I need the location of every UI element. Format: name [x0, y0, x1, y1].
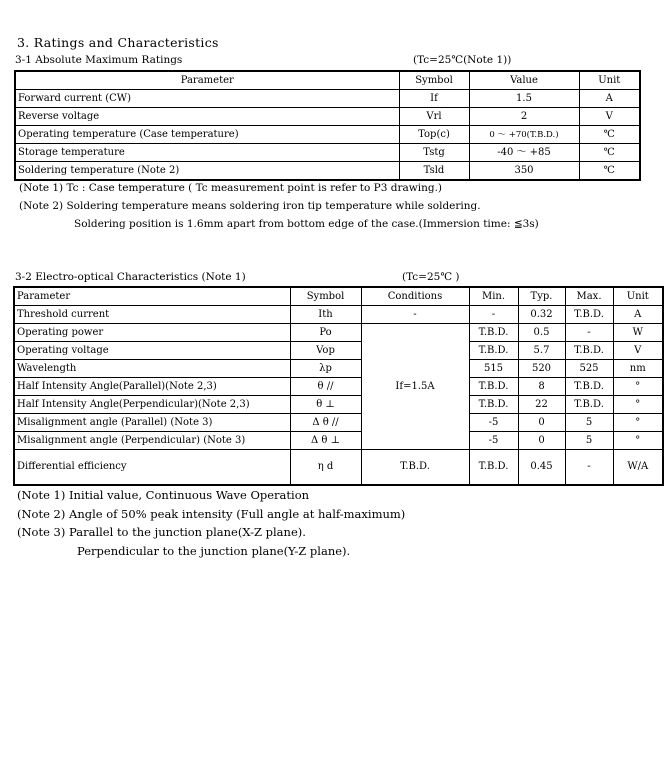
table-row — [14, 360, 663, 378]
min-cell: T.B.D. — [469, 324, 518, 342]
header-min: Min. — [469, 287, 518, 306]
unit-cell: ° — [613, 396, 663, 414]
param-cell: Threshold current — [14, 306, 290, 324]
header-parameter: Parameter — [14, 287, 290, 306]
unit-cell: A — [579, 90, 640, 108]
table-row — [15, 144, 640, 162]
max-cell: 525 — [565, 360, 613, 378]
abs-notes — [19, 179, 539, 233]
param-cell: Reverse voltage — [15, 108, 399, 126]
abs-note-2: (Note 2) Soldering temperature means soldering iron tip temperature while soldering. — [19, 200, 481, 212]
abs-max-table — [14, 70, 641, 181]
typ-cell: 0.32 — [518, 306, 565, 324]
eo-heading: 3-2 Electro-optical Characteristics (Note 1) — [15, 271, 246, 283]
param-cell: Half Intensity Angle(Parallel)(Note 2,3) — [14, 378, 290, 396]
eo-note-3: (Note 3) Parallel to the junction plane(X-Z plane). — [17, 525, 306, 539]
abs-note-2-cont: Soldering position is 1.6mm apart from bottom edge of the case.(Immersion time: ≦3s) — [74, 218, 539, 230]
header-unit: Unit — [579, 71, 640, 90]
typ-cell: 22 — [518, 396, 565, 414]
max-cell: 5 — [565, 414, 613, 432]
symbol-cell: Ith — [290, 306, 361, 324]
table-row — [14, 378, 663, 396]
value-cell: 350 — [469, 162, 579, 181]
table-row — [14, 450, 663, 486]
param-cell: Wavelength — [14, 360, 290, 378]
param-cell: Operating power — [14, 324, 290, 342]
table-row — [15, 126, 640, 144]
symbol-cell: λp — [290, 360, 361, 378]
symbol-cell: θ // — [290, 378, 361, 396]
table-row — [15, 162, 640, 181]
section-title: 3. Ratings and Characteristics — [17, 35, 219, 50]
unit-cell: V — [613, 342, 663, 360]
typ-cell: 0.45 — [518, 450, 565, 486]
param-cell: Operating voltage — [14, 342, 290, 360]
param-cell: Soldering temperature (Note 2) — [15, 162, 399, 181]
symbol-cell: Po — [290, 324, 361, 342]
param-cell: Half Intensity Angle(Perpendicular)(Note 2,3) — [14, 396, 290, 414]
typ-cell: 5.7 — [518, 342, 565, 360]
value-cell: -40 ～ +85 — [469, 144, 579, 162]
header-symbol: Symbol — [290, 287, 361, 306]
param-cell: Storage temperature — [15, 144, 399, 162]
typ-cell: 0 — [518, 414, 565, 432]
min-cell: T.B.D. — [469, 396, 518, 414]
header-value: Value — [469, 71, 579, 90]
table-header-row — [15, 71, 640, 90]
eo-condition: (Tc=25℃ ) — [402, 271, 460, 283]
unit-cell: W — [613, 324, 663, 342]
min-cell: T.B.D. — [469, 450, 518, 486]
unit-cell: V — [579, 108, 640, 126]
unit-cell: ℃ — [579, 126, 640, 144]
table-row — [14, 414, 663, 432]
typ-cell: 0.5 — [518, 324, 565, 342]
param-cell: Operating temperature (Case temperature) — [15, 126, 399, 144]
min-cell: -5 — [469, 432, 518, 450]
value-cell: 2 — [469, 108, 579, 126]
min-cell: 515 — [469, 360, 518, 378]
conditions-cell: T.B.D. — [361, 450, 469, 486]
header-unit: Unit — [613, 287, 663, 306]
header-conditions: Conditions — [361, 287, 469, 306]
table-row — [15, 90, 640, 108]
param-cell: Misalignment angle (Perpendicular) (Note 3) — [14, 432, 290, 450]
table-row — [14, 306, 663, 324]
max-cell: T.B.D. — [565, 378, 613, 396]
max-cell: T.B.D. — [565, 396, 613, 414]
eo-note-1: (Note 1) Initial value, Continuous Wave Operation — [17, 488, 310, 502]
unit-cell: nm — [613, 360, 663, 378]
eo-note-3-cont: Perpendicular to the junction plane(Y-Z plane). — [77, 543, 351, 558]
symbol-cell: Vop — [290, 342, 361, 360]
symbol-cell: θ ⊥ — [290, 396, 361, 414]
unit-cell: ℃ — [579, 162, 640, 181]
abs-max-heading: 3-1 Absolute Maximum Ratings — [15, 54, 183, 66]
table-row — [14, 324, 663, 342]
header-max: Max. — [565, 287, 613, 306]
table-row — [14, 432, 663, 450]
param-cell: Forward current (CW) — [15, 90, 399, 108]
min-cell: T.B.D. — [469, 378, 518, 396]
symbol-cell: Δ θ // — [290, 414, 361, 432]
symbol-cell: Tstg — [399, 144, 469, 162]
header-parameter: Parameter — [15, 71, 399, 90]
max-cell: 5 — [565, 432, 613, 450]
value-cell: 0 ～ +70(T.B.D.) — [469, 126, 579, 144]
symbol-cell: Vrl — [399, 108, 469, 126]
max-cell: T.B.D. — [565, 306, 613, 324]
min-cell: - — [469, 306, 518, 324]
table-row — [14, 342, 663, 360]
min-cell: -5 — [469, 414, 518, 432]
unit-cell: W/A — [613, 450, 663, 486]
unit-cell: ℃ — [579, 144, 640, 162]
symbol-cell: Top(c) — [399, 126, 469, 144]
value-cell: 1.5 — [469, 90, 579, 108]
symbol-cell: η d — [290, 450, 361, 486]
typ-cell: 8 — [518, 378, 565, 396]
symbol-cell: Tsld — [399, 162, 469, 181]
typ-cell: 0 — [518, 432, 565, 450]
eo-notes — [17, 486, 405, 560]
header-typ: Typ. — [518, 287, 565, 306]
symbol-cell: If — [399, 90, 469, 108]
abs-max-condition: (Tc=25℃(Note 1)) — [413, 54, 512, 66]
typ-cell: 520 — [518, 360, 565, 378]
shared-conditions-cell: If=1.5A — [361, 324, 469, 450]
param-cell: Differential efficiency — [14, 450, 290, 486]
unit-cell: ° — [613, 432, 663, 450]
max-cell: T.B.D. — [565, 342, 613, 360]
table-header-row — [14, 287, 663, 306]
symbol-cell: Δ θ ⊥ — [290, 432, 361, 450]
eo-table — [13, 286, 664, 486]
unit-cell: ° — [613, 414, 663, 432]
header-symbol: Symbol — [399, 71, 469, 90]
abs-note-1: (Note 1) Tc : Case temperature ( Tc measurement point is refer to P3 drawing.) — [19, 182, 443, 194]
eo-note-2: (Note 2) Angle of 50% peak intensity (Full angle at half-maximum) — [17, 506, 406, 521]
min-cell: T.B.D. — [469, 342, 518, 360]
unit-cell: A — [613, 306, 663, 324]
max-cell: - — [565, 324, 613, 342]
conditions-cell: - — [361, 306, 469, 324]
param-cell: Misalignment angle (Parallel) (Note 3) — [14, 414, 290, 432]
max-cell: - — [565, 450, 613, 486]
unit-cell: ° — [613, 378, 663, 396]
table-row — [15, 108, 640, 126]
table-row — [14, 396, 663, 414]
